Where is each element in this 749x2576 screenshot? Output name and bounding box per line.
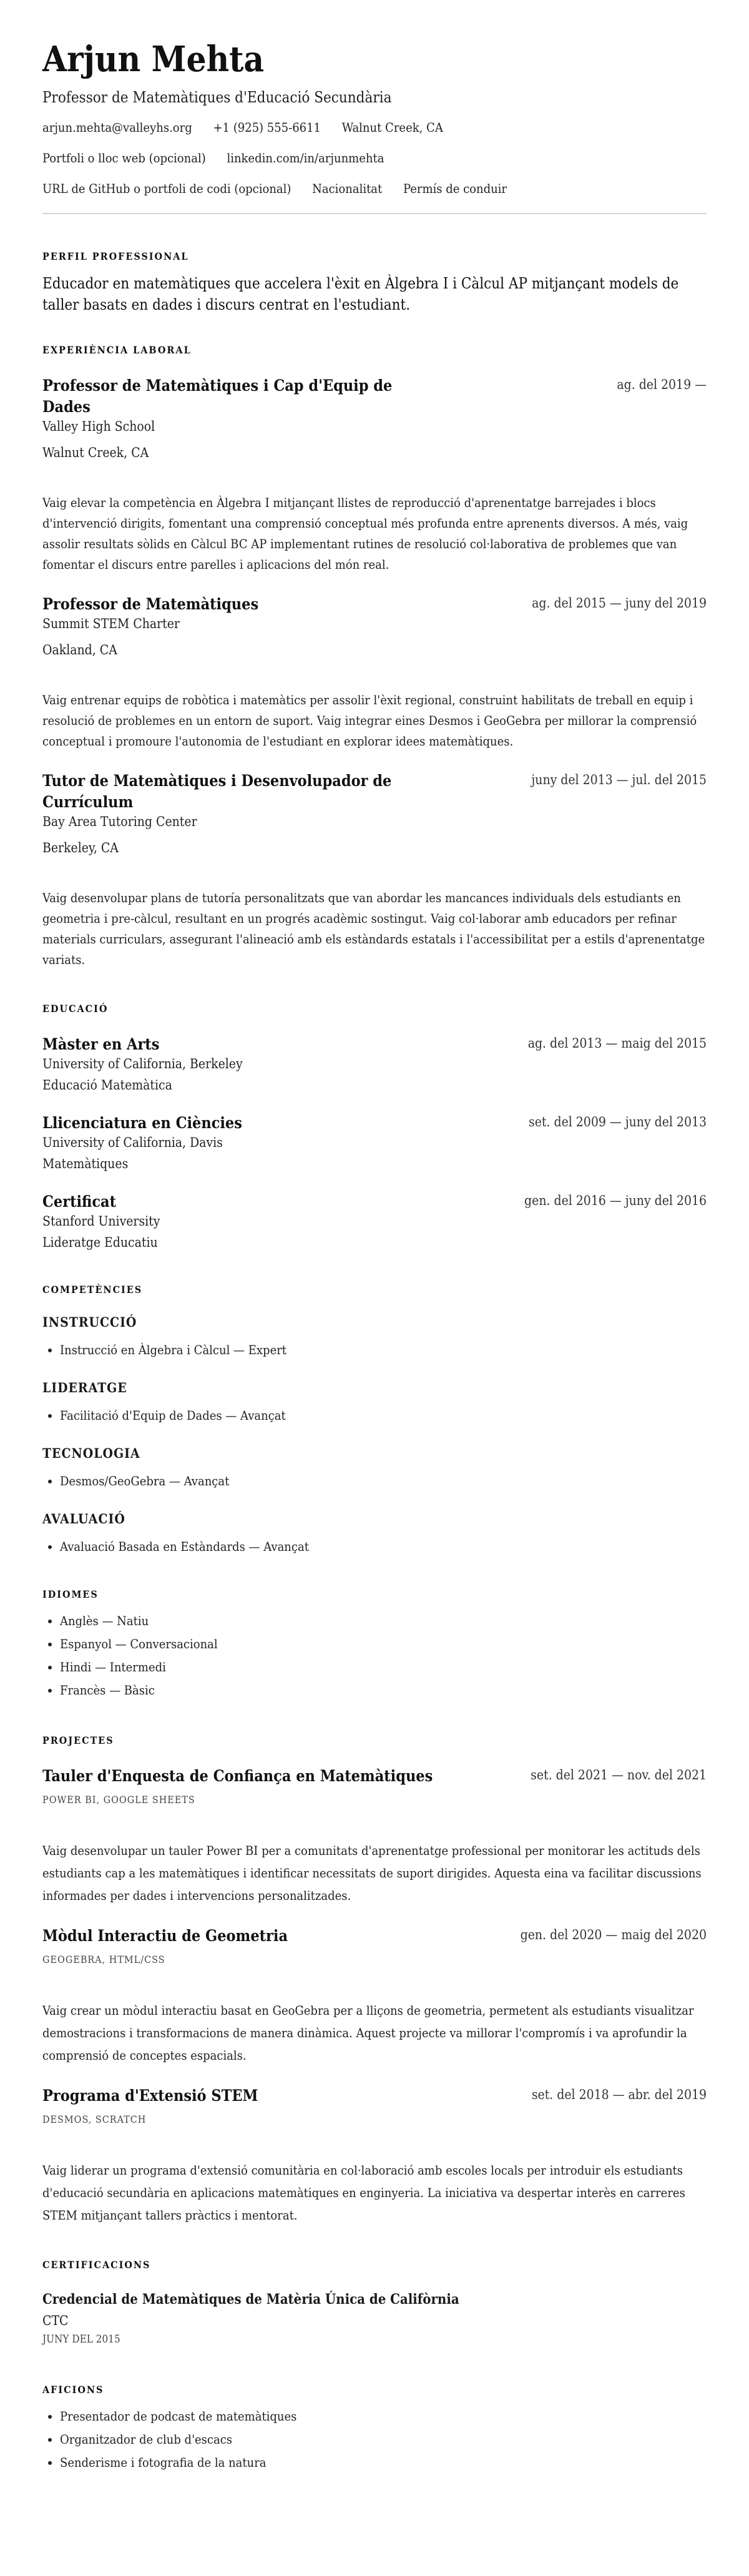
contact-row xyxy=(42,150,707,165)
languages-section xyxy=(42,1588,707,1702)
entry-dates: set. del 2021 — nov. del 2021 xyxy=(531,1767,707,1782)
contact-info xyxy=(42,120,707,196)
section-heading: EDUCACIÓ xyxy=(42,1003,109,1015)
entry-item xyxy=(42,2085,707,2226)
entry-title: Professor de Matemàtiques i Cap d'Equip de Dades xyxy=(42,376,393,416)
contact-row xyxy=(42,120,707,135)
entry-title: Màster en Arts xyxy=(42,1035,160,1053)
certification-issuer: CTC xyxy=(42,2313,69,2328)
skill-group-heading: INSTRUCCIÓ xyxy=(42,1314,137,1330)
entry-description: Vaig entrenar equips de robòtica i matemàtics per assolir l'èxit regional, construint habilitats de treball en equip i resolució de problemes en un entorn de suport. Vaig integrar eines Desmos i GeoGebra per millorar la comprensió conceptual i promoure l'autonomia de l'estudiant en explorar idees matemàtiques. xyxy=(42,692,697,749)
entry-description: Vaig desenvolupar un tauler Power BI per a comunitats d'aprenentatge professional per monitorar les actituds dels estudiants cap a les matemàtiques i identificar necessitats de suport dirigides. Aquesta eina va facilitar discussions informades per dades i intervencions personalitzades. xyxy=(42,1843,702,1903)
header-divider xyxy=(42,213,707,214)
entry-title: Professor de Matemàtiques xyxy=(42,595,259,613)
entry-organization: Valley High School xyxy=(42,419,155,434)
entry-location: Educació Matemàtica xyxy=(42,1078,172,1093)
entry-title: Certificat xyxy=(42,1192,117,1211)
entry-item xyxy=(42,1034,707,1094)
linkedin-link[interactable]: linkedin.com/in/arjunmehta xyxy=(227,150,384,165)
entry-item xyxy=(42,375,707,575)
hobby-item: • Organitzador de club d'escacs xyxy=(60,2428,707,2451)
entry-header xyxy=(42,1034,707,1055)
entry-location: Oakland, CA xyxy=(42,642,117,657)
entry-header xyxy=(42,375,707,418)
candidate-title: Professor de Matemàtiques d'Educació Secundària xyxy=(42,89,392,106)
entry-header xyxy=(42,1766,707,1787)
language-item: • Anglès — Natiu xyxy=(60,1610,707,1633)
entry-item xyxy=(42,1925,707,2067)
entry-item xyxy=(42,770,707,970)
certification-date: JUNY DEL 2015 xyxy=(42,2333,120,2346)
entry-description: Vaig crear un mòdul interactiu basat en GeoGebra per a lliçons de geometria, permetent als estudiants visualitzar demostracions i transformacions de manera dinàmica. Aquest projecte va millorar l'compromís i va aprofundir la comprensió de conceptes espacials. xyxy=(42,2003,694,2063)
entry-dates: ag. del 2015 — juny del 2019 xyxy=(532,596,707,611)
language-item: • Hindi — Intermedi xyxy=(60,1656,707,1679)
skill-list xyxy=(42,1404,707,1427)
certification-item xyxy=(42,2290,707,2347)
drivers-license: Permís de conduir xyxy=(403,181,507,196)
entry-organization: Stanford University xyxy=(42,1214,160,1229)
skill-item: • Avaluació Basada en Estàndards — Avançat xyxy=(60,1535,707,1558)
skills-section xyxy=(42,1284,707,1558)
entry-tags: POWER BI, GOOGLE SHEETS xyxy=(42,1794,195,1806)
entry-location: Lideratge Educatiu xyxy=(42,1235,158,1250)
hobby-list xyxy=(42,2405,707,2474)
summary-section xyxy=(42,250,707,315)
hobby-item: • Presentador de podcast de matemàtiques xyxy=(60,2405,707,2428)
skill-item: • Facilitació d'Equip de Dades — Avançat xyxy=(60,1404,707,1427)
section-heading: COMPETÈNCIES xyxy=(42,1284,143,1295)
entry-organization: University of California, Berkeley xyxy=(42,1056,243,1071)
skill-group-heading: TECNOLOGIA xyxy=(42,1445,140,1461)
education-section xyxy=(42,1003,707,1251)
entry-location: Berkeley, CA xyxy=(42,840,119,855)
entry-item xyxy=(42,594,707,752)
hobbies-section xyxy=(42,2384,707,2474)
certification-title: Credencial de Matemàtiques de Matèria Única de Califòrnia xyxy=(42,2291,459,2308)
section-heading: EXPERIÈNCIA LABORAL xyxy=(42,344,192,356)
location: Walnut Creek, CA xyxy=(341,120,443,135)
github-link[interactable]: URL de GitHub o portfoli de codi (opcional) xyxy=(42,181,291,196)
entry-header xyxy=(42,1191,707,1212)
experience-section xyxy=(42,344,707,970)
entry-title: Programa d'Extensió STEM xyxy=(42,2087,258,2105)
skill-list xyxy=(42,1339,707,1362)
entry-organization: Summit STEM Charter xyxy=(42,616,180,631)
entry-header xyxy=(42,1925,707,1947)
skill-list xyxy=(42,1470,707,1493)
skill-group-heading: AVALUACIÓ xyxy=(42,1511,125,1526)
contact-row xyxy=(42,181,707,196)
phone: +1 (925) 555-6611 xyxy=(213,120,321,135)
skill-item: • Instrucció en Àlgebra i Càlcul — Expert xyxy=(60,1339,707,1362)
entry-title: Tutor de Matemàtiques i Desenvolupador de Currículum xyxy=(42,772,392,811)
entry-header xyxy=(42,770,707,813)
entry-header xyxy=(42,594,707,615)
summary-text: Educador en matemàtiques que accelera l'èxit en Àlgebra I i Càlcul AP mitjançant models de taller basats en dades i discurs centrat en l'estudiant. xyxy=(42,275,679,313)
section-heading: AFICIONS xyxy=(42,2384,104,2396)
entry-location: Matemàtiques xyxy=(42,1156,129,1171)
entry-tags: GEOGEBRA, HTML/CSS xyxy=(42,1954,165,1965)
entry-dates: ag. del 2019 — xyxy=(617,377,707,392)
section-heading: PROJECTES xyxy=(42,1734,114,1746)
entry-dates: juny del 2013 — jul. del 2015 xyxy=(531,772,707,787)
skill-item: • Desmos/GeoGebra — Avançat xyxy=(60,1470,707,1493)
section-heading: PERFIL PROFESSIONAL xyxy=(42,250,189,262)
entry-header xyxy=(42,1113,707,1134)
entry-title: Tauler d'Enquesta de Confiança en Matemàtiques xyxy=(42,1767,433,1785)
entry-item xyxy=(42,1191,707,1251)
portfolio-link[interactable]: Portfoli o lloc web (opcional) xyxy=(42,150,206,165)
skill-group-heading: LIDERATGE xyxy=(42,1380,127,1395)
entry-organization: University of California, Davis xyxy=(42,1135,223,1150)
entry-location: Walnut Creek, CA xyxy=(42,445,149,460)
entry-description: Vaig desenvolupar plans de tutoría personalitzats que van abordar les mancances individuals dels estudiants en geometria i pre-càlcul, resultant en un progrés acadèmic sostingut. Vaig col·laborar amb educadors per refinar materials curriculars, assegurant l'alineació amb els estàndards estatals i l'accessibilitat per a estils d'aprenentatge variats. xyxy=(42,890,705,967)
email-link[interactable]: arjun.mehta@valleyhs.org xyxy=(42,120,192,135)
language-item: • Francès — Bàsic xyxy=(60,1679,707,1702)
section-heading: IDIOMES xyxy=(42,1588,99,1600)
skill-list xyxy=(42,1535,707,1558)
entry-item xyxy=(42,1113,707,1172)
entry-dates: set. del 2018 — abr. del 2019 xyxy=(531,2087,707,2102)
language-list xyxy=(42,1610,707,1702)
entry-dates: ag. del 2013 — maig del 2015 xyxy=(527,1036,707,1051)
entry-tags: DESMOS, SCRATCH xyxy=(42,2113,147,2125)
section-heading: CERTIFICACIONS xyxy=(42,2259,151,2271)
entry-item xyxy=(42,1766,707,1907)
resume-header xyxy=(42,37,707,214)
entry-description: Vaig liderar un programa d'extensió comunitària en col·laboració amb escoles locals per introduir els estudiants d'educació secundària en aplicacions matemàtiques en enginyeria. La iniciativa va despertar interès en carreres STEM mitjançant tallers pràctics i mentorat. xyxy=(42,2163,685,2223)
nationality: Nacionalitat xyxy=(312,181,383,196)
entry-title: Llicenciatura en Ciències xyxy=(42,1114,242,1132)
hobby-item: • Senderisme i fotografia de la natura xyxy=(60,2451,707,2474)
language-item: • Espanyol — Conversacional xyxy=(60,1633,707,1656)
entry-description: Vaig elevar la competència en Àlgebra I mitjançant llistes de reproducció d'aprenentatge barrejades i blocs d'intervenció dirigits, fomentant una comprensió conceptual més profunda entre aprenents diversos. A més, vaig assolir resultats sòlids en Càlcul BC AP implementant rutines de resolució col·laborativa de problemes que van fomentar el discurs entre parelles i aplicacions del món real. xyxy=(42,495,688,572)
projects-section xyxy=(42,1734,707,2226)
certifications-section xyxy=(42,2259,707,2347)
entry-dates: gen. del 2016 — juny del 2016 xyxy=(524,1193,707,1208)
entry-organization: Bay Area Tutoring Center xyxy=(42,814,197,829)
candidate-name: Arjun Mehta xyxy=(42,39,265,80)
entry-title: Mòdul Interactiu de Geometria xyxy=(42,1927,288,1945)
entry-dates: gen. del 2020 — maig del 2020 xyxy=(520,1927,707,1942)
entry-header xyxy=(42,2085,707,2107)
entry-dates: set. del 2009 — juny del 2013 xyxy=(529,1114,707,1129)
